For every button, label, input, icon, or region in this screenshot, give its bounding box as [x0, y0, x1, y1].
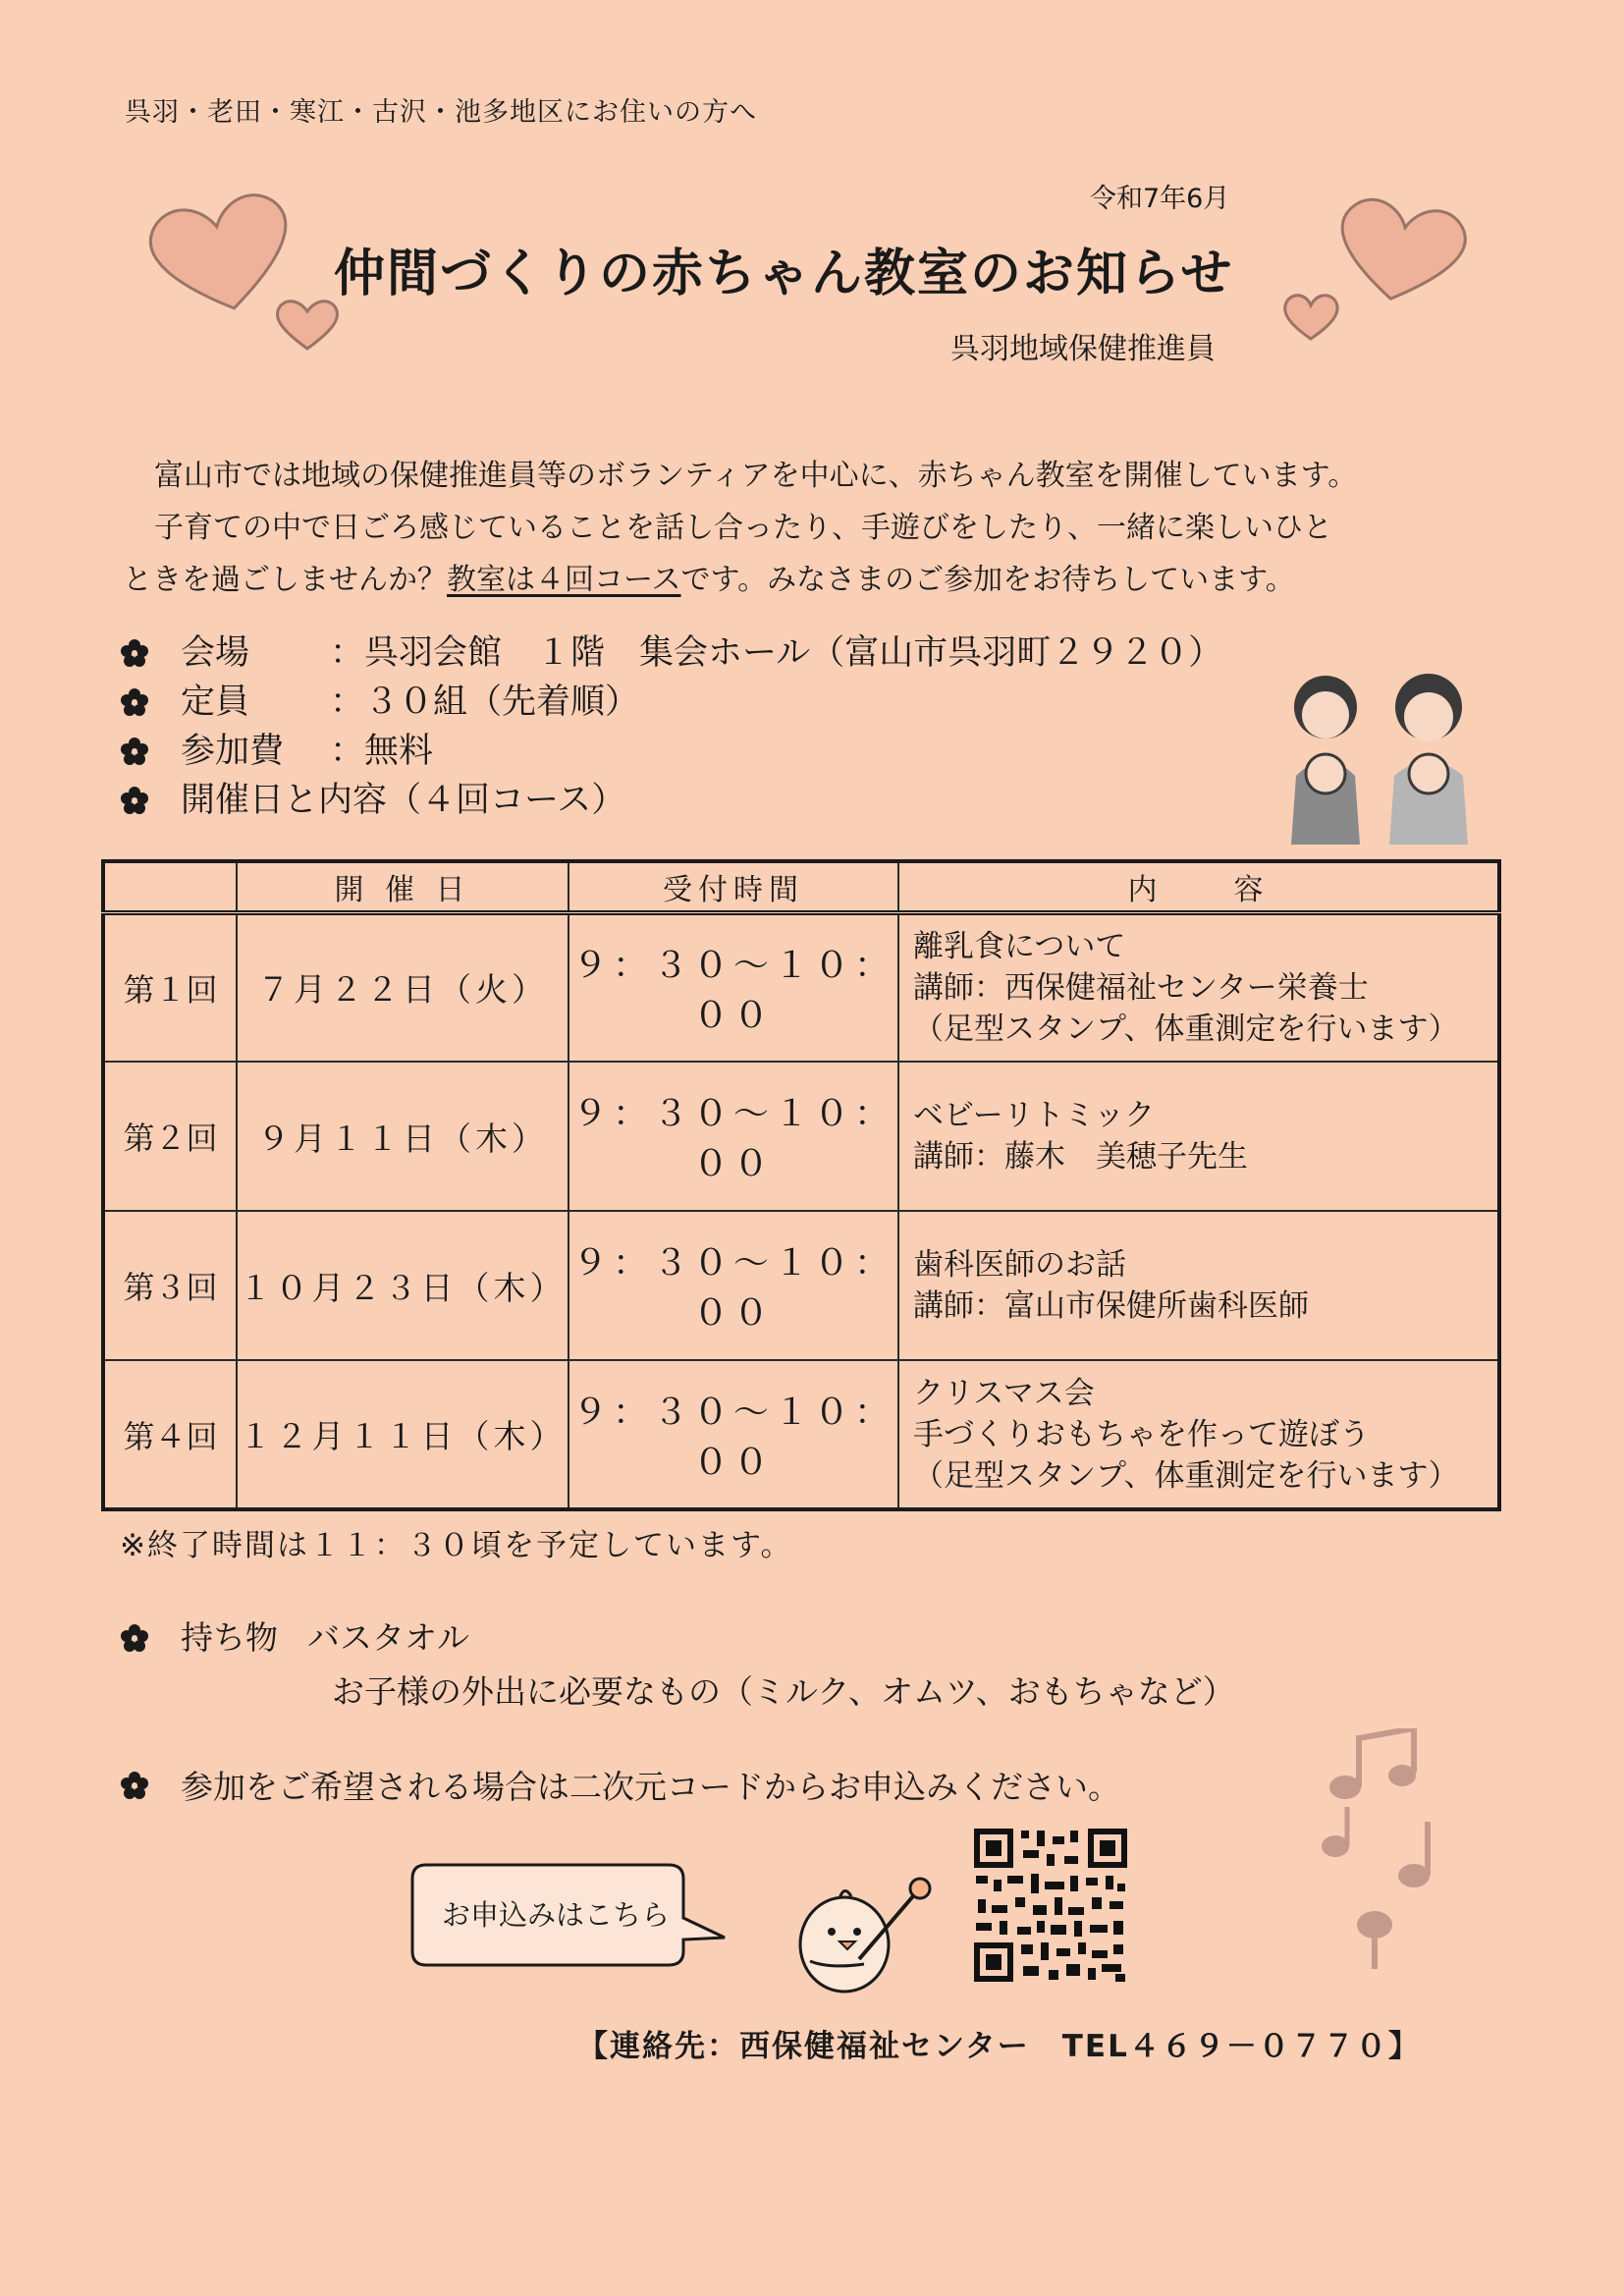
content-line: ベビーリトミック [913, 1098, 1156, 1133]
flower-bullet-icon [120, 687, 149, 717]
heart-icon [145, 190, 300, 323]
family-illustration [1281, 668, 1478, 854]
session-number: 第４回 [103, 1360, 237, 1509]
session-content [898, 1211, 1499, 1360]
intro-paragraph [123, 450, 1497, 606]
content-line: 講師：藤木 美穂子先生 [913, 1139, 1248, 1175]
organizer: 呉羽地域保健推進員 [950, 332, 1216, 366]
belongings-section [120, 1611, 1235, 1719]
event-info [120, 629, 1222, 825]
content-line: 講師：富山市保健所歯科医師 [913, 1288, 1309, 1324]
reception-time: ９：３０～１０：００ [568, 1360, 898, 1509]
content-line: 講師：西保健福祉センター栄養士 [913, 969, 1369, 1006]
heart-icon [1285, 296, 1337, 339]
venue-row [120, 629, 1222, 678]
schedule-heading-row [120, 776, 1222, 825]
column-header: 受付時間 [568, 861, 898, 912]
belongings-label: 持ち物 [181, 1618, 278, 1657]
heart-icon [277, 301, 337, 349]
bubble-text: お申込みはこちら [442, 1898, 671, 1932]
hearts-right-decoration [1272, 182, 1488, 349]
table-row [103, 1062, 1499, 1211]
table-header-row [103, 861, 1499, 912]
table-row [103, 1211, 1499, 1360]
reception-time: ９：３０～１０：００ [568, 1062, 898, 1211]
reception-time: ９：３０～１０：００ [568, 912, 898, 1062]
capacity-row [120, 678, 1222, 727]
capacity-label: 定員 [181, 683, 250, 722]
table-row [103, 912, 1499, 1062]
schedule-heading: 開催日と内容（４回コース） [181, 781, 626, 820]
content-line: 歯科医師のお話 [913, 1247, 1126, 1283]
session-content [898, 1062, 1499, 1211]
hearts-left-decoration [145, 182, 352, 358]
flower-bullet-icon [120, 737, 149, 766]
apply-instruction [120, 1762, 1120, 1808]
session-date: ９月１１日（木） [237, 1062, 568, 1211]
fee-row [120, 727, 1222, 776]
fee-label: 参加費 [181, 732, 285, 771]
intro-line: 富山市では地域の保健推進員等のボランティアを中心に、赤ちゃん教室を開催しています。 [154, 459, 1358, 493]
venue-value: ：呉羽会館 １階 集会ホール（富山市呉羽町２９２０） [330, 633, 1223, 673]
reception-time: ９：３０～１０：００ [568, 1211, 898, 1360]
issue-date: 令和7年6月 [1090, 184, 1230, 214]
audience-text: 呉羽・老田・寒江・古沢・池多地区にお住いの方へ [125, 97, 757, 128]
content-line: クリスマス会 [913, 1375, 1095, 1411]
content-line: （足型スタンプ、体重測定を行います） [913, 1011, 1459, 1047]
content-line: （足型スタンプ、体重測定を行います） [913, 1457, 1459, 1494]
end-time-note: ※終了時間は１１：３０頃を予定しています。 [120, 1528, 793, 1563]
contact-info: 【連絡先：西保健福祉センター TEL４６９－０７７０】 [577, 2029, 1421, 2064]
column-header: 内 容 [898, 861, 1499, 912]
heart-icon [1331, 194, 1470, 309]
intro-line: ときを過ごしませんか？教室は４回コースです。みなさまのご参加をお待ちしています。 [123, 563, 1295, 597]
venue-label: 会場 [181, 633, 250, 673]
content-line: 手づくりおもちゃを作って遊ぼう [913, 1416, 1370, 1452]
belongings-row [120, 1611, 1235, 1665]
session-content [898, 1360, 1499, 1509]
flower-bullet-icon [120, 786, 149, 815]
belongings-item: お子様の外出に必要なもの（ミルク、オムツ、おもちゃなど） [332, 1672, 1235, 1711]
music-notes-decoration [1316, 1728, 1463, 1974]
chick-mascot-icon [790, 1871, 938, 1998]
course-emphasis: 教室は４回コース [447, 563, 681, 597]
intro-line: 子育ての中で日ごろ感じていることを話し合ったり、手遊びをしたり、一緒に楽しいひと [154, 511, 1332, 545]
belongings-item: バスタオル [307, 1618, 469, 1657]
page-title: 仲間づくりの赤ちゃん教室のお知らせ [334, 245, 1234, 303]
column-header: 開 催 日 [237, 861, 568, 912]
schedule-table [101, 859, 1501, 1511]
column-header [103, 861, 237, 912]
capacity-value: ：３０組（先着順） [330, 683, 640, 722]
apply-text: 参加をご希望される場合は二次元コードからお申込みください。 [181, 1768, 1120, 1806]
session-number: 第２回 [103, 1062, 237, 1211]
table-row [103, 1360, 1499, 1509]
fee-value: ：無料 [330, 732, 434, 771]
flower-bullet-icon [120, 1771, 149, 1800]
session-date: １２月１１日（木） [237, 1360, 568, 1509]
session-number: 第１回 [103, 912, 237, 1062]
qr-code[interactable] [972, 1827, 1129, 1984]
music-note-icon [1357, 1911, 1392, 1939]
session-number: 第３回 [103, 1211, 237, 1360]
session-date: ７月２２日（火） [237, 912, 568, 1062]
session-content [898, 912, 1499, 1062]
flower-bullet-icon [120, 1623, 149, 1653]
flower-bullet-icon [120, 638, 149, 668]
session-date: １０月２３日（木） [237, 1211, 568, 1360]
content-line: 離乳食について [913, 928, 1126, 964]
